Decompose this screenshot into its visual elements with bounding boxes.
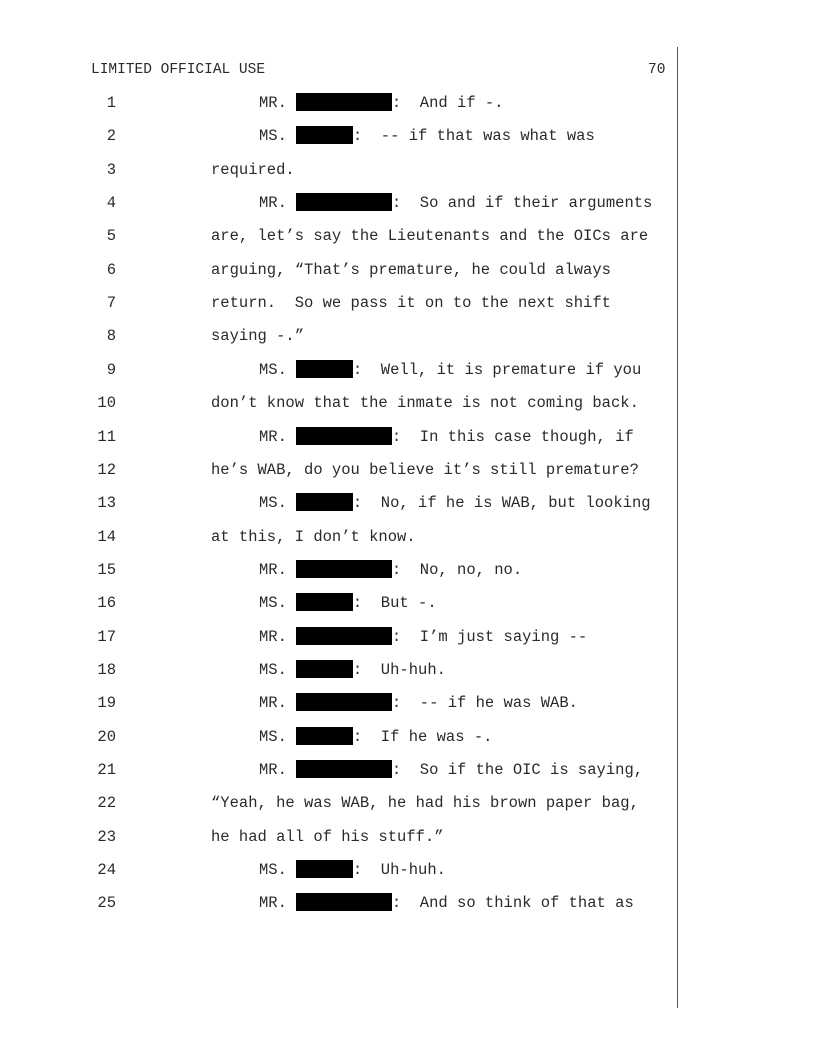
spoken-text: : If he was -. xyxy=(352,727,493,746)
line-number: 19 xyxy=(97,694,116,713)
transcript-line xyxy=(0,825,816,849)
transcript-line xyxy=(0,391,816,415)
speaker-label: MS. xyxy=(259,127,287,146)
spoken-text: : No, if he is WAB, but looking xyxy=(352,494,651,513)
speaker-label: MS. xyxy=(259,494,287,513)
transcript-line xyxy=(0,891,816,915)
transcript-line xyxy=(0,625,816,649)
speaker-label: MS. xyxy=(259,660,287,679)
line-number: 7 xyxy=(106,294,116,313)
classification-header: LIMITED OFFICIAL USE xyxy=(91,62,266,78)
spoken-text: at this, I don’t know. xyxy=(211,527,416,546)
spoken-text: : And so think of that as xyxy=(391,894,634,913)
line-number: 4 xyxy=(106,194,116,213)
transcript-line xyxy=(0,258,816,282)
line-number: 5 xyxy=(106,227,116,246)
redaction-box xyxy=(296,627,392,645)
redaction-box xyxy=(296,660,353,678)
line-number: 14 xyxy=(97,527,116,546)
line-text xyxy=(259,691,578,715)
line-text xyxy=(259,891,634,915)
redaction-box xyxy=(296,493,353,511)
speaker-label: MR. xyxy=(259,94,287,112)
speaker-label: MS. xyxy=(259,727,287,746)
line-text xyxy=(211,825,444,849)
line-text xyxy=(211,391,639,415)
spoken-text: saying -.” xyxy=(211,327,305,346)
line-number: 22 xyxy=(97,794,116,813)
line-text xyxy=(259,658,446,682)
line-number: 8 xyxy=(106,327,116,346)
spoken-text: : In this case though, if xyxy=(391,427,634,446)
spoken-text: “Yeah, he was WAB, he had his brown paper bag, xyxy=(211,794,639,813)
transcript-line xyxy=(0,591,816,615)
line-number: 6 xyxy=(106,260,116,279)
spoken-text: : Well, it is premature if you xyxy=(352,360,642,379)
transcript-line xyxy=(0,124,816,148)
line-number: 15 xyxy=(97,560,116,579)
line-text xyxy=(211,258,611,282)
spoken-text: he had all of his stuff.” xyxy=(211,827,444,846)
spoken-text: : -- if that was what was xyxy=(352,127,595,146)
line-number: 20 xyxy=(97,727,116,746)
transcript-line xyxy=(0,458,816,482)
line-text xyxy=(259,124,595,148)
line-text xyxy=(211,525,416,549)
page-number: 70 xyxy=(648,62,666,78)
line-number: 16 xyxy=(97,594,116,613)
speaker-label: MR. xyxy=(259,894,287,913)
redaction-box xyxy=(296,93,392,111)
line-number: 23 xyxy=(97,827,116,846)
line-text xyxy=(211,224,648,248)
transcript-line xyxy=(0,291,816,315)
line-text xyxy=(259,858,446,882)
spoken-text: : -- if he was WAB. xyxy=(391,694,578,713)
spoken-text: don’t know that the inmate is not coming back. xyxy=(211,394,639,413)
redaction-box xyxy=(296,760,392,778)
spoken-text: : So if the OIC is saying, xyxy=(391,761,644,779)
transcript-line xyxy=(0,758,816,782)
line-number: 13 xyxy=(97,494,116,513)
line-number: 21 xyxy=(97,761,116,779)
line-text xyxy=(211,324,304,348)
speaker-label: MR. xyxy=(259,560,287,579)
redaction-box xyxy=(296,193,392,211)
spoken-text: required. xyxy=(211,160,295,179)
line-text xyxy=(259,625,587,649)
transcript-line xyxy=(0,558,816,582)
speaker-label: MS. xyxy=(259,360,287,379)
transcript-line xyxy=(0,191,816,215)
redaction-box xyxy=(296,593,353,611)
speaker-label: MS. xyxy=(259,594,287,613)
transcript-line xyxy=(0,658,816,682)
redaction-box xyxy=(296,126,353,144)
transcript-line xyxy=(0,491,816,515)
speaker-label: MR. xyxy=(259,761,287,779)
transcript-line xyxy=(0,224,816,248)
spoken-text: : I’m just saying -- xyxy=(391,627,588,646)
transcript-line xyxy=(0,324,816,348)
spoken-text: arguing, “That’s premature, he could always xyxy=(211,260,611,279)
line-number: 3 xyxy=(106,160,116,179)
redaction-box xyxy=(296,860,353,878)
spoken-text: : Uh-huh. xyxy=(352,861,446,880)
spoken-text: are, let’s say the Lieutenants and the OICs are xyxy=(211,227,649,246)
spoken-text: : Uh-huh. xyxy=(352,660,446,679)
spoken-text: return. So we pass it on to the next shift xyxy=(211,294,611,313)
line-number: 1 xyxy=(106,94,116,112)
transcript-line xyxy=(0,158,816,182)
transcript-line xyxy=(0,425,816,449)
spoken-text: : And if -. xyxy=(391,94,504,112)
spoken-text: he’s WAB, do you believe it’s still premature? xyxy=(211,460,639,479)
line-text xyxy=(259,758,643,782)
line-text xyxy=(211,791,639,815)
redaction-box xyxy=(296,560,392,578)
line-text xyxy=(211,291,611,315)
line-text xyxy=(259,491,651,515)
line-number: 2 xyxy=(106,127,116,146)
transcript-line xyxy=(0,91,816,115)
redaction-box xyxy=(296,427,392,445)
line-number: 24 xyxy=(97,861,116,880)
speaker-label: MR. xyxy=(259,694,287,713)
transcript-line xyxy=(0,791,816,815)
transcript-line xyxy=(0,525,816,549)
line-number: 18 xyxy=(97,660,116,679)
speaker-label: MR. xyxy=(259,194,287,213)
line-text xyxy=(211,158,295,182)
transcript-line xyxy=(0,691,816,715)
speaker-label: MR. xyxy=(259,627,287,646)
transcript-line xyxy=(0,725,816,749)
spoken-text: : But -. xyxy=(352,594,437,613)
line-number: 25 xyxy=(97,894,116,913)
transcript-line xyxy=(0,858,816,882)
spoken-text: : No, no, no. xyxy=(391,560,523,579)
transcript-line xyxy=(0,358,816,382)
line-text xyxy=(259,558,522,582)
redaction-box xyxy=(296,360,353,378)
line-number: 11 xyxy=(97,427,116,446)
spoken-text: : So and if their arguments xyxy=(391,194,653,213)
redaction-box xyxy=(296,693,392,711)
redaction-box xyxy=(296,893,392,911)
line-text xyxy=(259,591,437,615)
redaction-box xyxy=(296,727,353,745)
line-text xyxy=(211,458,639,482)
line-text xyxy=(259,425,634,449)
line-number: 12 xyxy=(97,460,116,479)
speaker-label: MS. xyxy=(259,861,287,880)
line-text xyxy=(259,191,652,215)
line-text xyxy=(259,358,641,382)
line-number: 17 xyxy=(97,627,116,646)
line-text xyxy=(259,725,492,749)
line-number: 9 xyxy=(106,360,116,379)
line-text xyxy=(259,91,504,115)
line-number: 10 xyxy=(97,394,116,413)
speaker-label: MR. xyxy=(259,427,287,446)
